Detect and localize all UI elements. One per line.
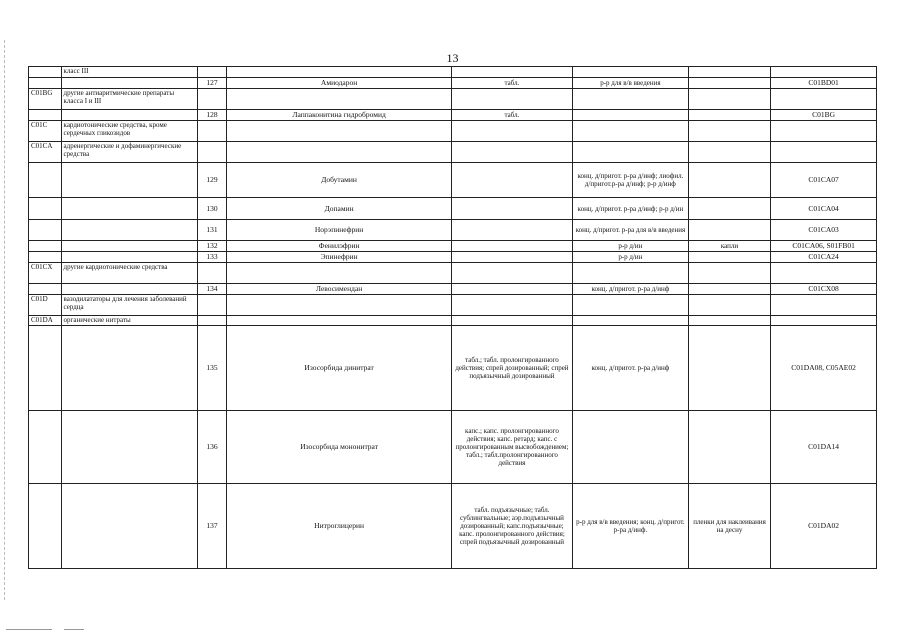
dosage-form-injection xyxy=(572,67,688,78)
atc-code xyxy=(771,142,877,163)
row-number xyxy=(197,89,226,110)
row-number: 132 xyxy=(197,241,226,252)
drug-row xyxy=(29,163,877,198)
group-row xyxy=(29,316,877,326)
footer-rule xyxy=(6,629,52,630)
atc-code xyxy=(771,121,877,142)
atc-group-code: C01DA xyxy=(29,316,62,326)
row-number xyxy=(197,121,226,142)
row-number: 128 xyxy=(197,110,226,121)
atc-group-name xyxy=(61,484,197,569)
drug-row xyxy=(29,220,877,241)
drug-name xyxy=(227,89,452,110)
atc-group-code xyxy=(29,326,62,411)
row-number xyxy=(197,295,226,316)
drug-name xyxy=(227,295,452,316)
row-number: 133 xyxy=(197,252,226,263)
atc-group-code: C01D xyxy=(29,295,62,316)
drug-name: Фенилэфрин xyxy=(227,241,452,252)
drug-name: Норэпинефрин xyxy=(227,220,452,241)
drug-name: Нитроглицерин xyxy=(227,484,452,569)
atc-code: C01CA07 xyxy=(771,163,877,198)
row-number xyxy=(197,67,226,78)
dosage-form-injection xyxy=(572,121,688,142)
atc-group-code xyxy=(29,411,62,484)
row-number: 134 xyxy=(197,284,226,295)
dosage-form-injection: конц. д/пригот. р-ра д/инф xyxy=(572,326,688,411)
drug-row xyxy=(29,411,877,484)
atc-group-code xyxy=(29,284,62,295)
atc-group-code xyxy=(29,252,62,263)
dosage-form-injection: р-р д/ин xyxy=(572,241,688,252)
dosage-form-injection xyxy=(572,263,688,284)
drug-row xyxy=(29,484,877,569)
dosage-form-injection xyxy=(572,89,688,110)
dosage-form-oral xyxy=(451,295,572,316)
atc-code: C01CA04 xyxy=(771,198,877,220)
group-row xyxy=(29,121,877,142)
dosage-form-oral xyxy=(451,241,572,252)
drug-row xyxy=(29,326,877,411)
drug-row xyxy=(29,284,877,295)
atc-code xyxy=(771,295,877,316)
drug-name xyxy=(227,316,452,326)
dosage-form-oral xyxy=(451,252,572,263)
dosage-form-other xyxy=(688,220,770,241)
row-number xyxy=(197,316,226,326)
dosage-form-injection xyxy=(572,411,688,484)
atc-group-name xyxy=(61,411,197,484)
atc-group-code xyxy=(29,78,62,89)
dosage-form-oral xyxy=(451,316,572,326)
dosage-form-injection xyxy=(572,316,688,326)
drug-name: Изосорбида динитрат xyxy=(227,326,452,411)
atc-group-code xyxy=(29,163,62,198)
dosage-form-injection: р-р д/ин xyxy=(572,252,688,263)
atc-group-code: C01C xyxy=(29,121,62,142)
atc-code xyxy=(771,67,877,78)
atc-group-code xyxy=(29,110,62,121)
dosage-form-oral xyxy=(451,142,572,163)
dosage-form-oral: табл. подъязычные; табл. сублингвальные; аэр.подъязычный дозированный; капс.подъязычные; капс. пролонгированного действия; спрей подъязычный дозированный xyxy=(451,484,572,569)
drug-row xyxy=(29,198,877,220)
drug-name xyxy=(227,142,452,163)
dosage-form-other xyxy=(688,284,770,295)
row-number xyxy=(197,142,226,163)
atc-group-name xyxy=(61,220,197,241)
dosage-form-oral: табл.; табл. пролонгированного действия; спрей дозированный; спрей подъязычный дозированный xyxy=(451,326,572,411)
group-row xyxy=(29,263,877,284)
dosage-form-other xyxy=(688,89,770,110)
dosage-form-other xyxy=(688,163,770,198)
atc-group-name xyxy=(61,163,197,198)
drug-name xyxy=(227,263,452,284)
atc-code: C01DA02 xyxy=(771,484,877,569)
drug-name: Лаппаконитина гидробромид xyxy=(227,110,452,121)
dosage-form-injection xyxy=(572,142,688,163)
dosage-form-other xyxy=(688,121,770,142)
group-row xyxy=(29,89,877,110)
dosage-form-other xyxy=(688,252,770,263)
dosage-form-oral: табл. xyxy=(451,78,572,89)
row-number: 137 xyxy=(197,484,226,569)
dosage-form-other xyxy=(688,67,770,78)
group-row xyxy=(29,67,877,78)
drug-name: Изосорбида мононитрат xyxy=(227,411,452,484)
dosage-form-other: капли xyxy=(688,241,770,252)
atc-group-name: класс III xyxy=(61,67,197,78)
dosage-form-other xyxy=(688,326,770,411)
dosage-form-oral: табл. xyxy=(451,110,572,121)
left-margin-line xyxy=(4,40,5,600)
row-number: 130 xyxy=(197,198,226,220)
atc-group-name: органические нитраты xyxy=(61,316,197,326)
dosage-form-injection: р-р для в/в введения xyxy=(572,78,688,89)
group-row xyxy=(29,295,877,316)
atc-group-name xyxy=(61,78,197,89)
drug-name xyxy=(227,121,452,142)
dosage-form-other xyxy=(688,142,770,163)
dosage-form-other xyxy=(688,110,770,121)
dosage-form-oral xyxy=(451,220,572,241)
drug-name: Допамин xyxy=(227,198,452,220)
atc-code: C01DA08, C05AE02 xyxy=(771,326,877,411)
row-number xyxy=(197,263,226,284)
atc-group-name: другие кардиотонические средства xyxy=(61,263,197,284)
footer-rule xyxy=(64,629,84,630)
atc-group-name xyxy=(61,110,197,121)
dosage-form-other xyxy=(688,198,770,220)
atc-code: C01CA06, S01FB01 xyxy=(771,241,877,252)
atc-group-code xyxy=(29,241,62,252)
dosage-form-injection: конц. д/пригот. р-ра д/инф; лиофил. д/пригот.р-ра д/инф; р-р д/инф xyxy=(572,163,688,198)
dosage-form-injection xyxy=(572,295,688,316)
dosage-form-other xyxy=(688,411,770,484)
atc-group-name xyxy=(61,284,197,295)
atc-group-code xyxy=(29,484,62,569)
dosage-form-injection: р-р для в/в введения; конц. д/пригот. р-ра д/инф. xyxy=(572,484,688,569)
dosage-form-other: пленки для наклеивания на десну xyxy=(688,484,770,569)
page-number: 13 xyxy=(446,51,459,65)
atc-code: C01DA14 xyxy=(771,411,877,484)
row-number: 127 xyxy=(197,78,226,89)
dosage-form-injection: конц. д/пригот. р-ра для в/в введения xyxy=(572,220,688,241)
drug-name xyxy=(227,67,452,78)
dosage-form-injection: конц. д/пригот. р-ра д/инф xyxy=(572,284,688,295)
row-number: 136 xyxy=(197,411,226,484)
atc-group-name: кардиотонические средства, кроме сердечных гликозидов xyxy=(61,121,197,142)
atc-group-code xyxy=(29,67,62,78)
atc-code xyxy=(771,316,877,326)
dosage-form-oral xyxy=(451,67,572,78)
row-number: 129 xyxy=(197,163,226,198)
atc-group-code xyxy=(29,220,62,241)
atc-group-name: другие антиаритмические препараты класса I и III xyxy=(61,89,197,110)
dosage-form-injection: конц. д/пригот. р-ра д/инф; р-р д/ин xyxy=(572,198,688,220)
row-number: 135 xyxy=(197,326,226,411)
drug-list-table xyxy=(28,66,877,569)
atc-group-code: C01CX xyxy=(29,263,62,284)
atc-code: C01CX08 xyxy=(771,284,877,295)
drug-name: Эпинефрин xyxy=(227,252,452,263)
dosage-form-other xyxy=(688,78,770,89)
drug-row xyxy=(29,252,877,263)
atc-group-name xyxy=(61,326,197,411)
dosage-form-other xyxy=(688,263,770,284)
atc-group-name xyxy=(61,241,197,252)
atc-code xyxy=(771,89,877,110)
row-number: 131 xyxy=(197,220,226,241)
drug-row xyxy=(29,78,877,89)
dosage-form-other xyxy=(688,295,770,316)
dosage-form-oral: капс.; капс. пролонгированного действия; капс. ретард; капс. с пролонгированным высвобождением; табл.; табл.пролонгированного действия xyxy=(451,411,572,484)
atc-code: C01CA24 xyxy=(771,252,877,263)
atc-code: C01CA03 xyxy=(771,220,877,241)
dosage-form-other xyxy=(688,316,770,326)
group-row xyxy=(29,142,877,163)
atc-code: C01BD01 xyxy=(771,78,877,89)
atc-code xyxy=(771,263,877,284)
atc-group-code xyxy=(29,198,62,220)
dosage-form-oral xyxy=(451,89,572,110)
atc-group-name: вазодилататоры для лечения заболеваний сердца xyxy=(61,295,197,316)
atc-group-code: C01CA xyxy=(29,142,62,163)
dosage-form-oral xyxy=(451,121,572,142)
drug-row xyxy=(29,241,877,252)
dosage-form-oral xyxy=(451,263,572,284)
atc-code: C01BG xyxy=(771,110,877,121)
atc-group-name: адренергические и дофаминергические средства xyxy=(61,142,197,163)
atc-group-name xyxy=(61,252,197,263)
atc-group-code: C01BG xyxy=(29,89,62,110)
drug-row xyxy=(29,110,877,121)
dosage-form-oral xyxy=(451,284,572,295)
atc-group-name xyxy=(61,198,197,220)
drug-name: Амиодарон xyxy=(227,78,452,89)
drug-name: Левосимендан xyxy=(227,284,452,295)
dosage-form-oral xyxy=(451,163,572,198)
dosage-form-oral xyxy=(451,198,572,220)
drug-name: Добутамин xyxy=(227,163,452,198)
dosage-form-injection xyxy=(572,110,688,121)
